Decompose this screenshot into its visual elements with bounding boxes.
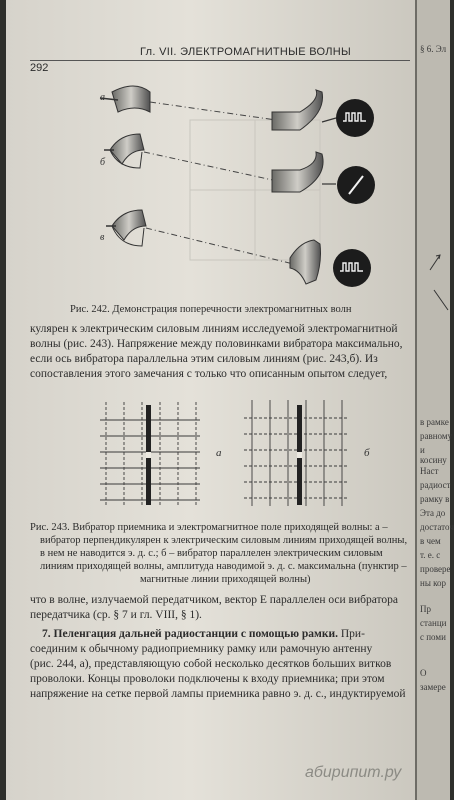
page-number: 292: [30, 62, 49, 74]
right-page-fragment: и косину: [420, 445, 447, 465]
paragraph-1: [30, 322, 410, 382]
section-7: [30, 627, 410, 702]
figure-243-caption-line: Рис. 243. Вибратор приемника и электромагнитное поле приходящей волны: а –: [30, 522, 388, 533]
section-7-first-line: [30, 627, 410, 642]
section-7-line: проволоки. Концы проволоки подключены к входу приемника; при этом: [30, 673, 385, 685]
figure-243-label-b: б: [364, 447, 370, 459]
section-7-line: соединим к обычному радиоприемнику рамку или рамочную антенну: [30, 643, 373, 655]
section-7-line: (рис. 244, а), представляющую собой несколько десятков больших витков: [30, 658, 392, 670]
paragraph-1-line: волны (рис. 243). Напряжение между половинками вибратора максимально,: [30, 338, 403, 350]
paragraph-1-line: кулярен к электрическим силовым линиям исследуемой электромагнитной: [30, 323, 398, 335]
paragraph-2-line: передатчика (ср. § 7 и гл. VIII, § 1).: [30, 609, 202, 621]
paragraph-1-line: если ось вибратора параллельна этим силовым линиям (рис. 243,б). Из: [30, 353, 378, 365]
right-page-fragment: § 6. Эл: [420, 44, 447, 54]
right-page-fragment: достатoч: [420, 522, 454, 532]
right-page-fragment: рамку в: [420, 494, 450, 504]
right-page-fragment: О: [420, 668, 427, 678]
paragraph-1-line: сопоставления этого замечания с только что описанным опытом следует,: [30, 368, 388, 380]
right-page-edge: [416, 0, 453, 800]
right-page-fragment: ны кор: [420, 578, 447, 588]
right-page-fragment: замере: [420, 682, 446, 692]
paragraph-2-line: что в волне, излучаемой передатчиком, вектор E параллелен оси вибратора: [30, 594, 399, 606]
right-page-fragment: т. е. с: [420, 550, 441, 560]
figure-243-caption-line: вибратор перпендикулярен к электрическим силовым линиям приходящей волны,: [40, 535, 408, 546]
figure-243-caption: [30, 521, 412, 586]
chapter-header: Гл. VII. ЭЛЕКТРОМАГНИТНЫЕ ВОЛНЫ: [140, 46, 352, 58]
figure-243-caption-line: линиям приходящей волны, амплитуда наводимой э. д. с. максимальна (пунктир –: [40, 561, 407, 572]
figure-243-caption-line: магнитные линии приходящей волны): [140, 574, 311, 585]
header-rule: [30, 60, 410, 61]
figure-242-caption: Рис. 242. Демонстрация поперечности электромагнитных волн: [70, 304, 352, 315]
figure-242-label-a: а: [100, 92, 105, 103]
right-page-fragment: Пр: [420, 604, 431, 614]
right-page-fragment: радиост: [420, 480, 451, 490]
section-7-title-continuation: При-: [337, 628, 365, 640]
right-page-fragment: Эта до: [420, 508, 446, 518]
figure-242-label-c: в: [100, 232, 105, 243]
right-page-fragment: провере: [420, 564, 451, 574]
right-page-fragment: в чем: [420, 536, 441, 546]
section-7-title: 7. Пеленгация дальней радиостанции с помощью рамки.: [42, 628, 338, 640]
figure-243-caption-line: в нем не наводится э. д. с.; б – вибратор параллелен электрическим силовым: [40, 548, 383, 559]
watermark: абирипит.ру: [305, 764, 402, 781]
right-page-fragment: станци: [420, 618, 447, 628]
figure-243-label-a: а: [216, 447, 222, 459]
right-page-fragment: в рамке: [420, 417, 449, 427]
right-page-fragment: равному: [420, 431, 453, 441]
right-page-fragment: с поми: [420, 632, 446, 642]
paragraph-2: [30, 593, 410, 623]
figure-242-label-b: б: [100, 157, 106, 168]
section-7-line: напряжение на сетке первой лампы приемника равно э. д. с., индуктируемой: [30, 688, 406, 700]
right-page-fragment: Наст: [420, 466, 439, 476]
